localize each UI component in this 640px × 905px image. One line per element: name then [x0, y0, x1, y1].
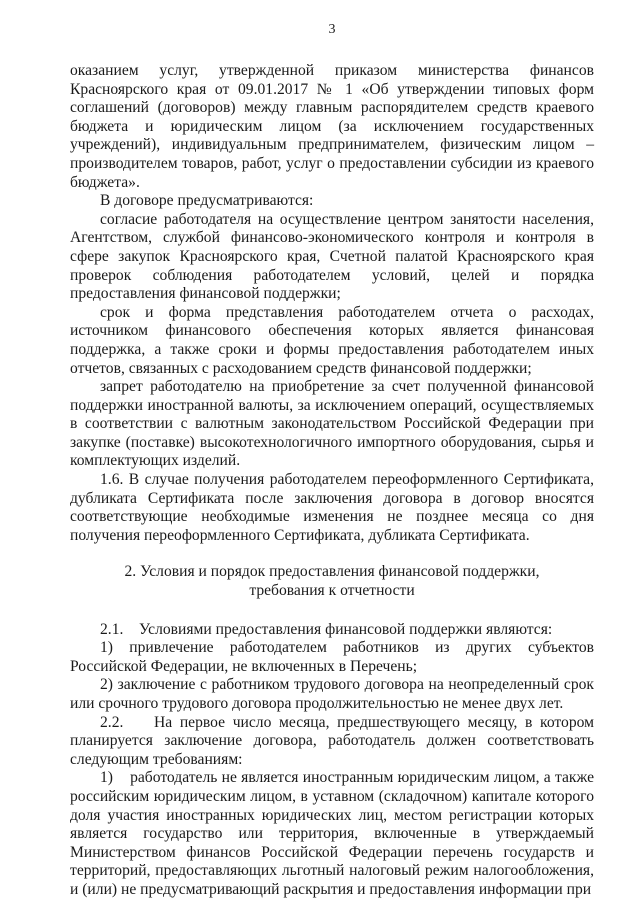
- document-body: [70, 62, 598, 900]
- paragraph-2-1-item-1: 1) привлечение работодателем работников из других субъектов Российской Федерации, не включенных в Перечень;: [70, 639, 594, 675]
- section-heading-line-1: 2. Условия и порядок предоставления финансовой поддержки,: [124, 563, 540, 581]
- paragraph-2-1-item-2: 2) заключение с работником трудового договора на неопределенный срок или срочного трудового договора продолжительностью не менее двух лет.: [70, 676, 594, 712]
- paragraph-2-2-item-1: 1) работодатель не является иностранным юридическим лицом, а также российским юридическим лицом, в уставном (складочном) капитале которого доля участия иностранных юридических лиц, местом регистрации которых является государство или территория, включенные в утверждаемый Министерством финансов Российской Федерации перечень государств и территорий, предоставляющих льготный налоговый режим налогообложения, и (или) не предусматривающий раскрытия и предоставления информации при: [70, 769, 598, 898]
- section-heading-line-2: требования к отчетности: [249, 582, 415, 600]
- paragraph-2-1: 2.1. Условиями предоставления финансовой поддержки являются:: [100, 620, 553, 638]
- paragraph-currency-ban: запрет работодателю на приобретение за счет полученной финансовой поддержки иностранной валюты, за исключением операций, осуществляемых в соответствии с валютным законодательством Российской Федерации при закупке (поставке) высокотехнологичного импортного оборудования, сырья и комплектующих изделий.: [70, 378, 594, 470]
- paragraph-1-6: 1.6. В случае получения работодателем переоформленного Сертификата, дубликата Сертификата после заключения договора в договор вносятся соответствующие необходимые изменения не позднее месяца со дня получения переоформленного Сертификата, дубликата Сертификата.: [70, 471, 594, 544]
- paragraph-consent: согласие работодателя на осуществление центром занятости населения, Агентством, службой финансово-экономического контроля и контроля в сфере закупок Красноярского края, Счетной палатой Красноярского края проверок соблюдения работодателем условий, целей и порядка предоставления финансовой поддержки;: [70, 210, 594, 303]
- paragraph-contract-intro: В договоре предусматриваются:: [100, 192, 314, 210]
- paragraph-report-terms: срок и форма представления работодателем отчета о расходах, источником финансового обеспечения которых является финансовая поддержка, а также сроки и формы предоставления работодателем иных отчетов, связанных с расходованием средств финансовой поддержки;: [70, 303, 594, 377]
- paragraph-continuation: оказанием услуг, утвержденной приказом министерства финансов Красноярского края от 09.01.2017 № 1 «Об утверждении типовых форм соглашений (договоров) между главным распорядителем средств краевого бюджета и юридическим лицом (за исключением государственных учреждений), индивидуальным предпринимателем, физическим лицом – производителем товаров, работ, услуг о предоставлении субсидии из краевого бюджета».: [70, 62, 594, 191]
- page-number: 3: [328, 22, 336, 37]
- section-heading: [70, 563, 594, 600]
- paragraph-2-2: 2.2. На первое число месяца, предшествующего месяцу, в котором планируется заключение договора, работодатель должен соответствовать следующим требованиям:: [70, 713, 598, 768]
